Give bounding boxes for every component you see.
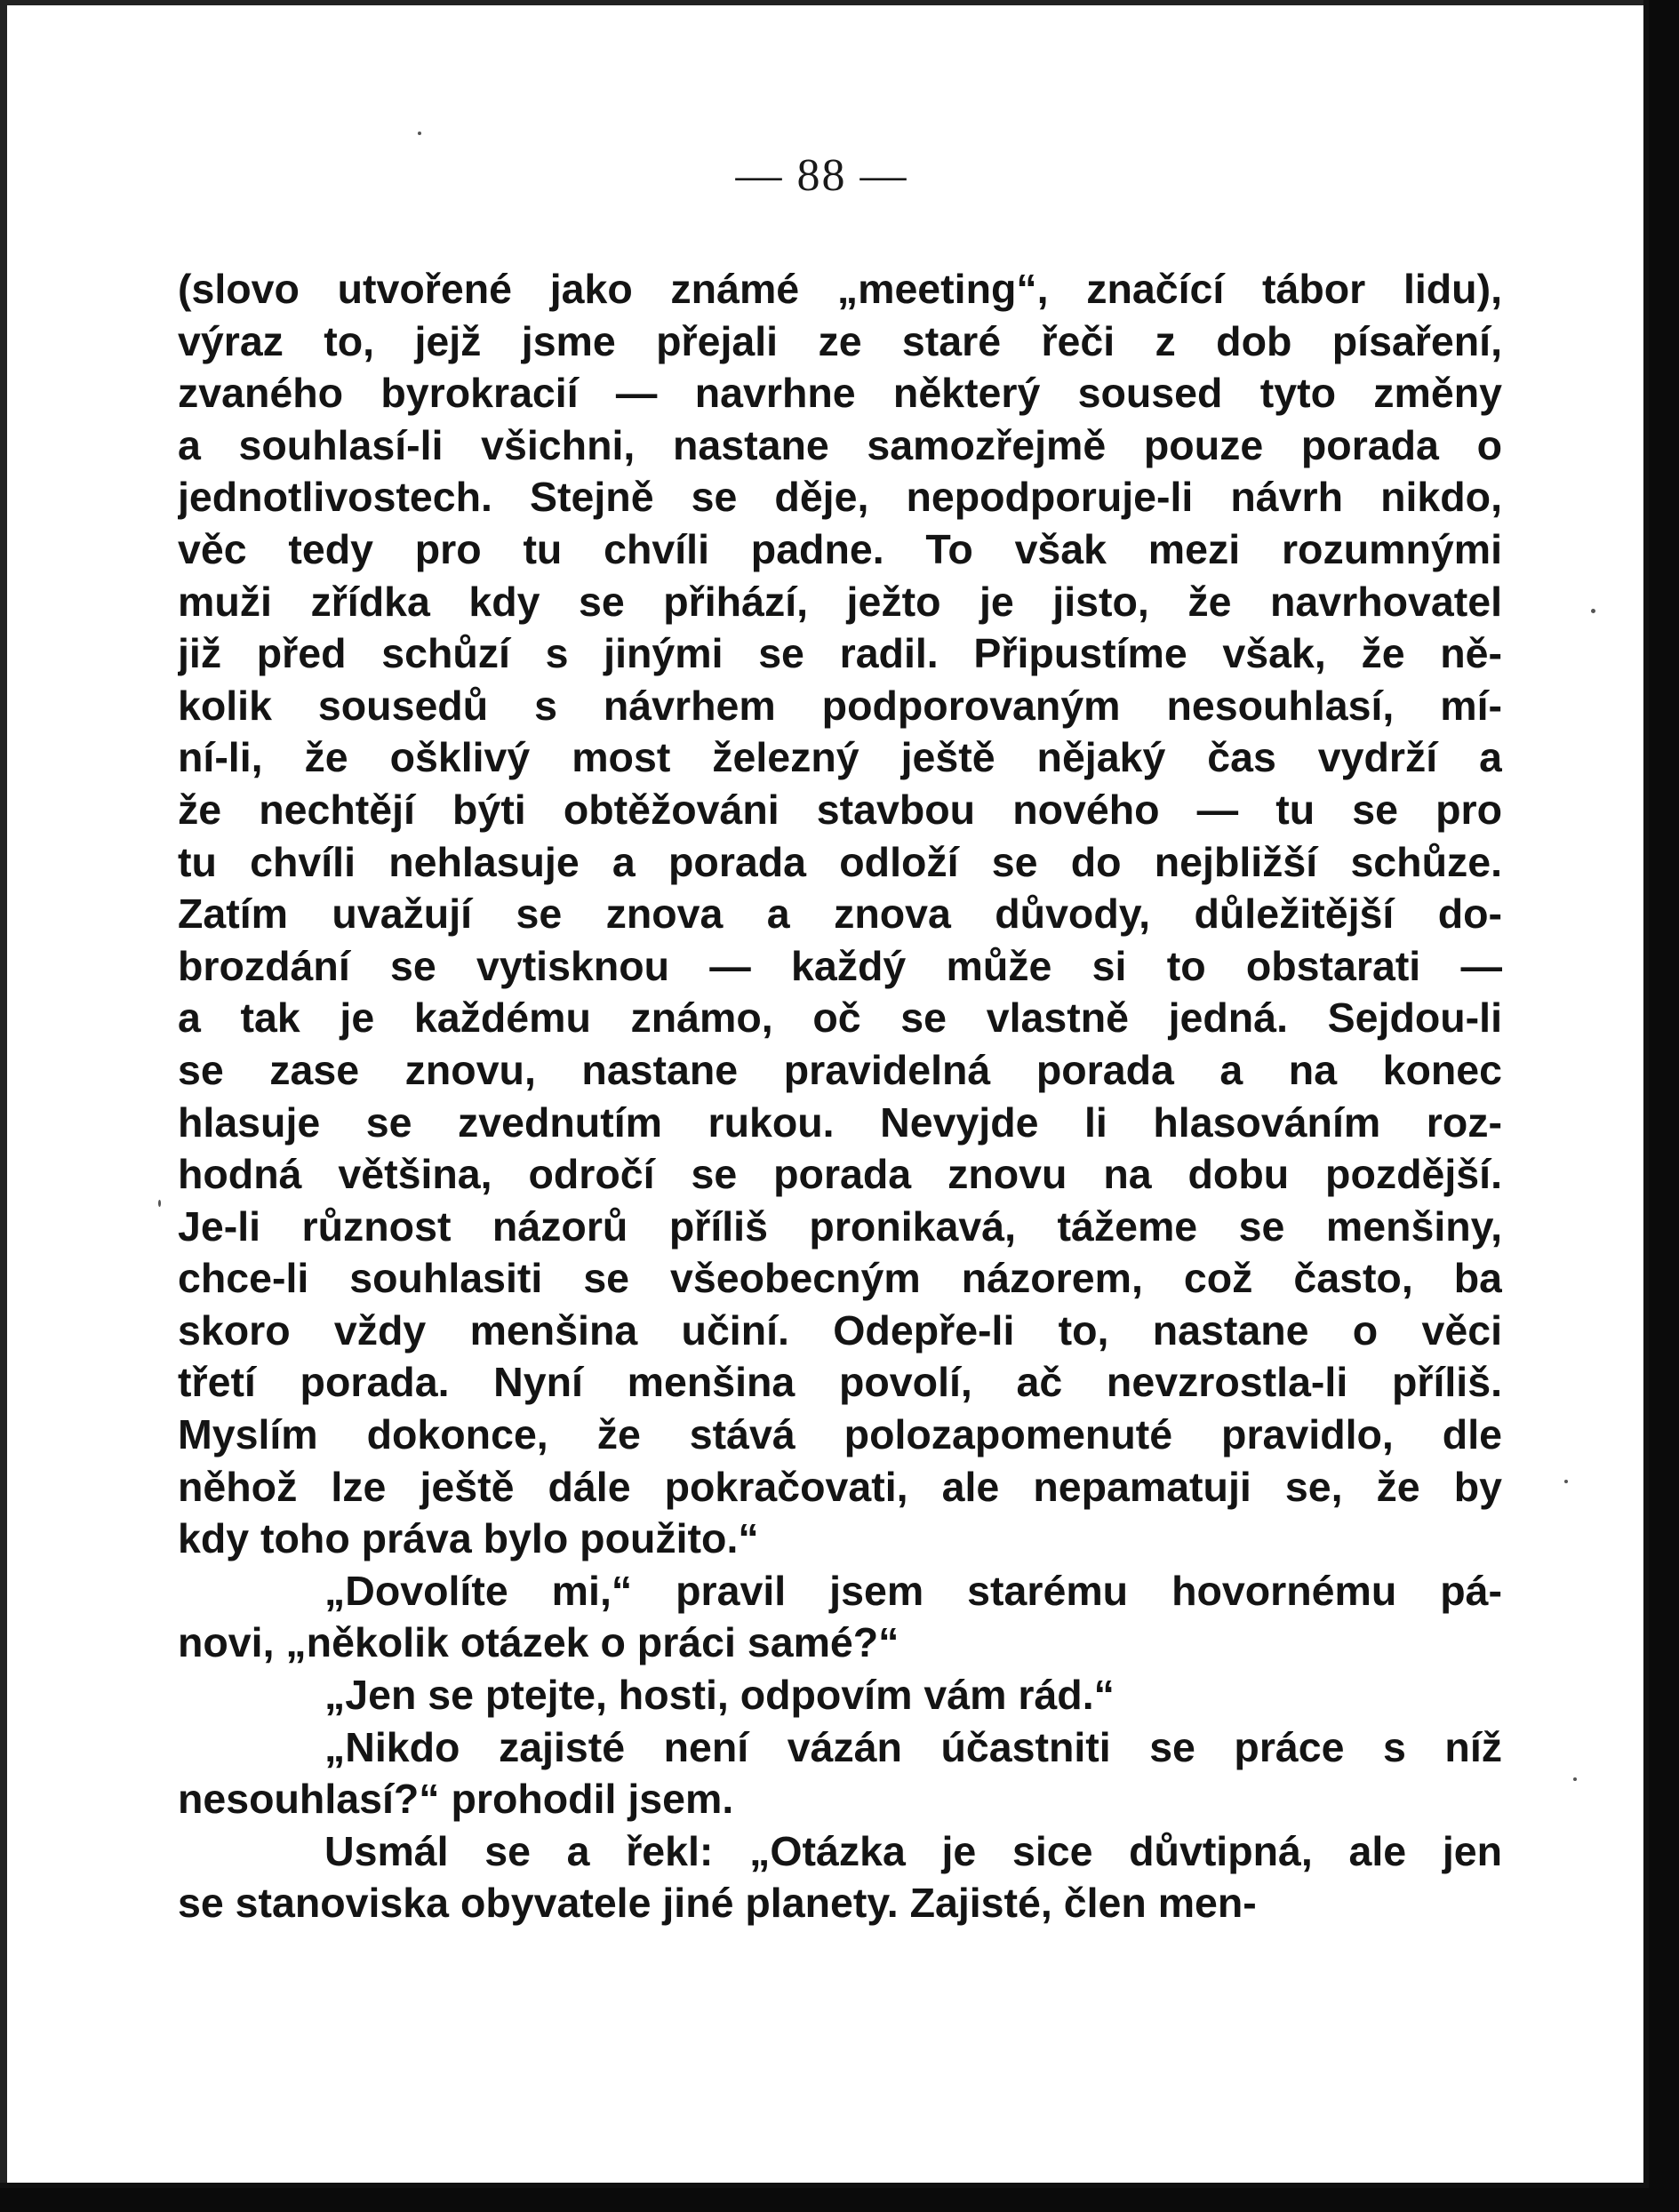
text-line: výraz to, jejž jsme přejali ze staré řeči z dob písaření, <box>178 317 1502 364</box>
body-text <box>178 263 1502 1929</box>
text-line: „Jen se ptejte, hosti, odpovím vám rád.“ <box>324 1672 1115 1719</box>
scan-speck <box>158 1200 161 1207</box>
text-line: Je-li různost názorů příliš pronikavá, tážeme se menšiny, <box>178 1202 1502 1250</box>
text-line: se stanoviska obyvatele jiné planety. Zajisté, člen men- <box>178 1880 1257 1927</box>
text-line: Zatím uvažují se znova a znova důvody, důležitější do- <box>178 890 1502 938</box>
text-line: že nechtějí býti obtěžováni stavbou nového — tu se pro <box>178 786 1502 833</box>
text-line: „Dovolíte mi,“ pravil jsem starému hovornému pá- <box>324 1567 1502 1614</box>
text-line: kdy toho práva bylo použito.“ <box>178 1515 759 1562</box>
text-line: třetí porada. Nyní menšina povolí, ač nevzrostla-li příliš. <box>178 1359 1502 1406</box>
text-line: a souhlasí-li všichni, nastane samozřejmě pouze porada o <box>178 421 1502 468</box>
text-line: skoro vždy menšina učiní. Odepře-li to, nastane o věci <box>178 1306 1502 1354</box>
text-line: jednotlivostech. Stejně se děje, nepodporuje-li návrh nikdo, <box>178 474 1502 521</box>
text-line: ní-li, že ošklivý most železný ještě nějaký čas vydrží a <box>178 734 1502 781</box>
text-line: a tak je každému známo, oč se vlastně jedná. Sejdou-li <box>178 994 1502 1042</box>
page-number: — 88 — <box>735 150 908 201</box>
text-line: hodná většina, odročí se porada znovu na dobu pozdější. <box>178 1151 1502 1198</box>
text-line: nesouhlasí?“ prohodil jsem. <box>178 1776 734 1823</box>
text-line: „Nikdo zajisté není vázán účastniti se práce s níž <box>324 1723 1502 1770</box>
text-line: novi, „několik otázek o práci samé?“ <box>178 1619 899 1666</box>
text-line: věc tedy pro tu chvíli padne. To však mezi rozumnými <box>178 525 1502 572</box>
text-line: kolik sousedů s návrhem podporovaným nesouhlasí, mí- <box>178 682 1502 729</box>
text-line: již před schůzí s jinými se radil. Připustíme však, že ně- <box>178 630 1502 677</box>
page-top-border <box>0 0 1643 5</box>
scan-speck <box>1591 609 1595 613</box>
page-left-border <box>0 0 7 2183</box>
scan-speck <box>1573 1777 1577 1781</box>
text-line: se zase znovu, nastane pravidelná porada a na konec <box>178 1046 1502 1093</box>
text-line: muži zřídka kdy se přihází, ježto je jisto, že navrhovatel <box>178 578 1502 625</box>
text-line: něhož lze ještě dále pokračovati, ale nepamatuji se, že by <box>178 1463 1502 1510</box>
text-line: hlasuje se zvednutím rukou. Nevyjde li hlasováním roz- <box>178 1098 1502 1146</box>
text-line: chce-li souhlasiti se všeobecným názorem, což často, ba <box>178 1255 1502 1302</box>
text-line: (slovo utvořené jako známé „meeting“, značící tábor lidu), <box>178 266 1502 312</box>
text-line: tu chvíli nehlasuje a porada odloží se do nejbližší schůze. <box>178 838 1502 885</box>
scan-speck <box>1564 1480 1568 1483</box>
text-line: Usmál se a řekl: „Otázka je sice důvtipná, ale jen <box>324 1827 1502 1874</box>
text-line: zvaného byrokracií — navrhne některý soused tyto změny <box>178 370 1502 417</box>
text-line: brozdání se vytisknou — každý může si to obstarati — <box>178 942 1502 989</box>
text-line: Myslím dokonce, že stává polozapomenuté pravidlo, dle <box>178 1411 1502 1458</box>
scan-speck <box>418 132 421 135</box>
